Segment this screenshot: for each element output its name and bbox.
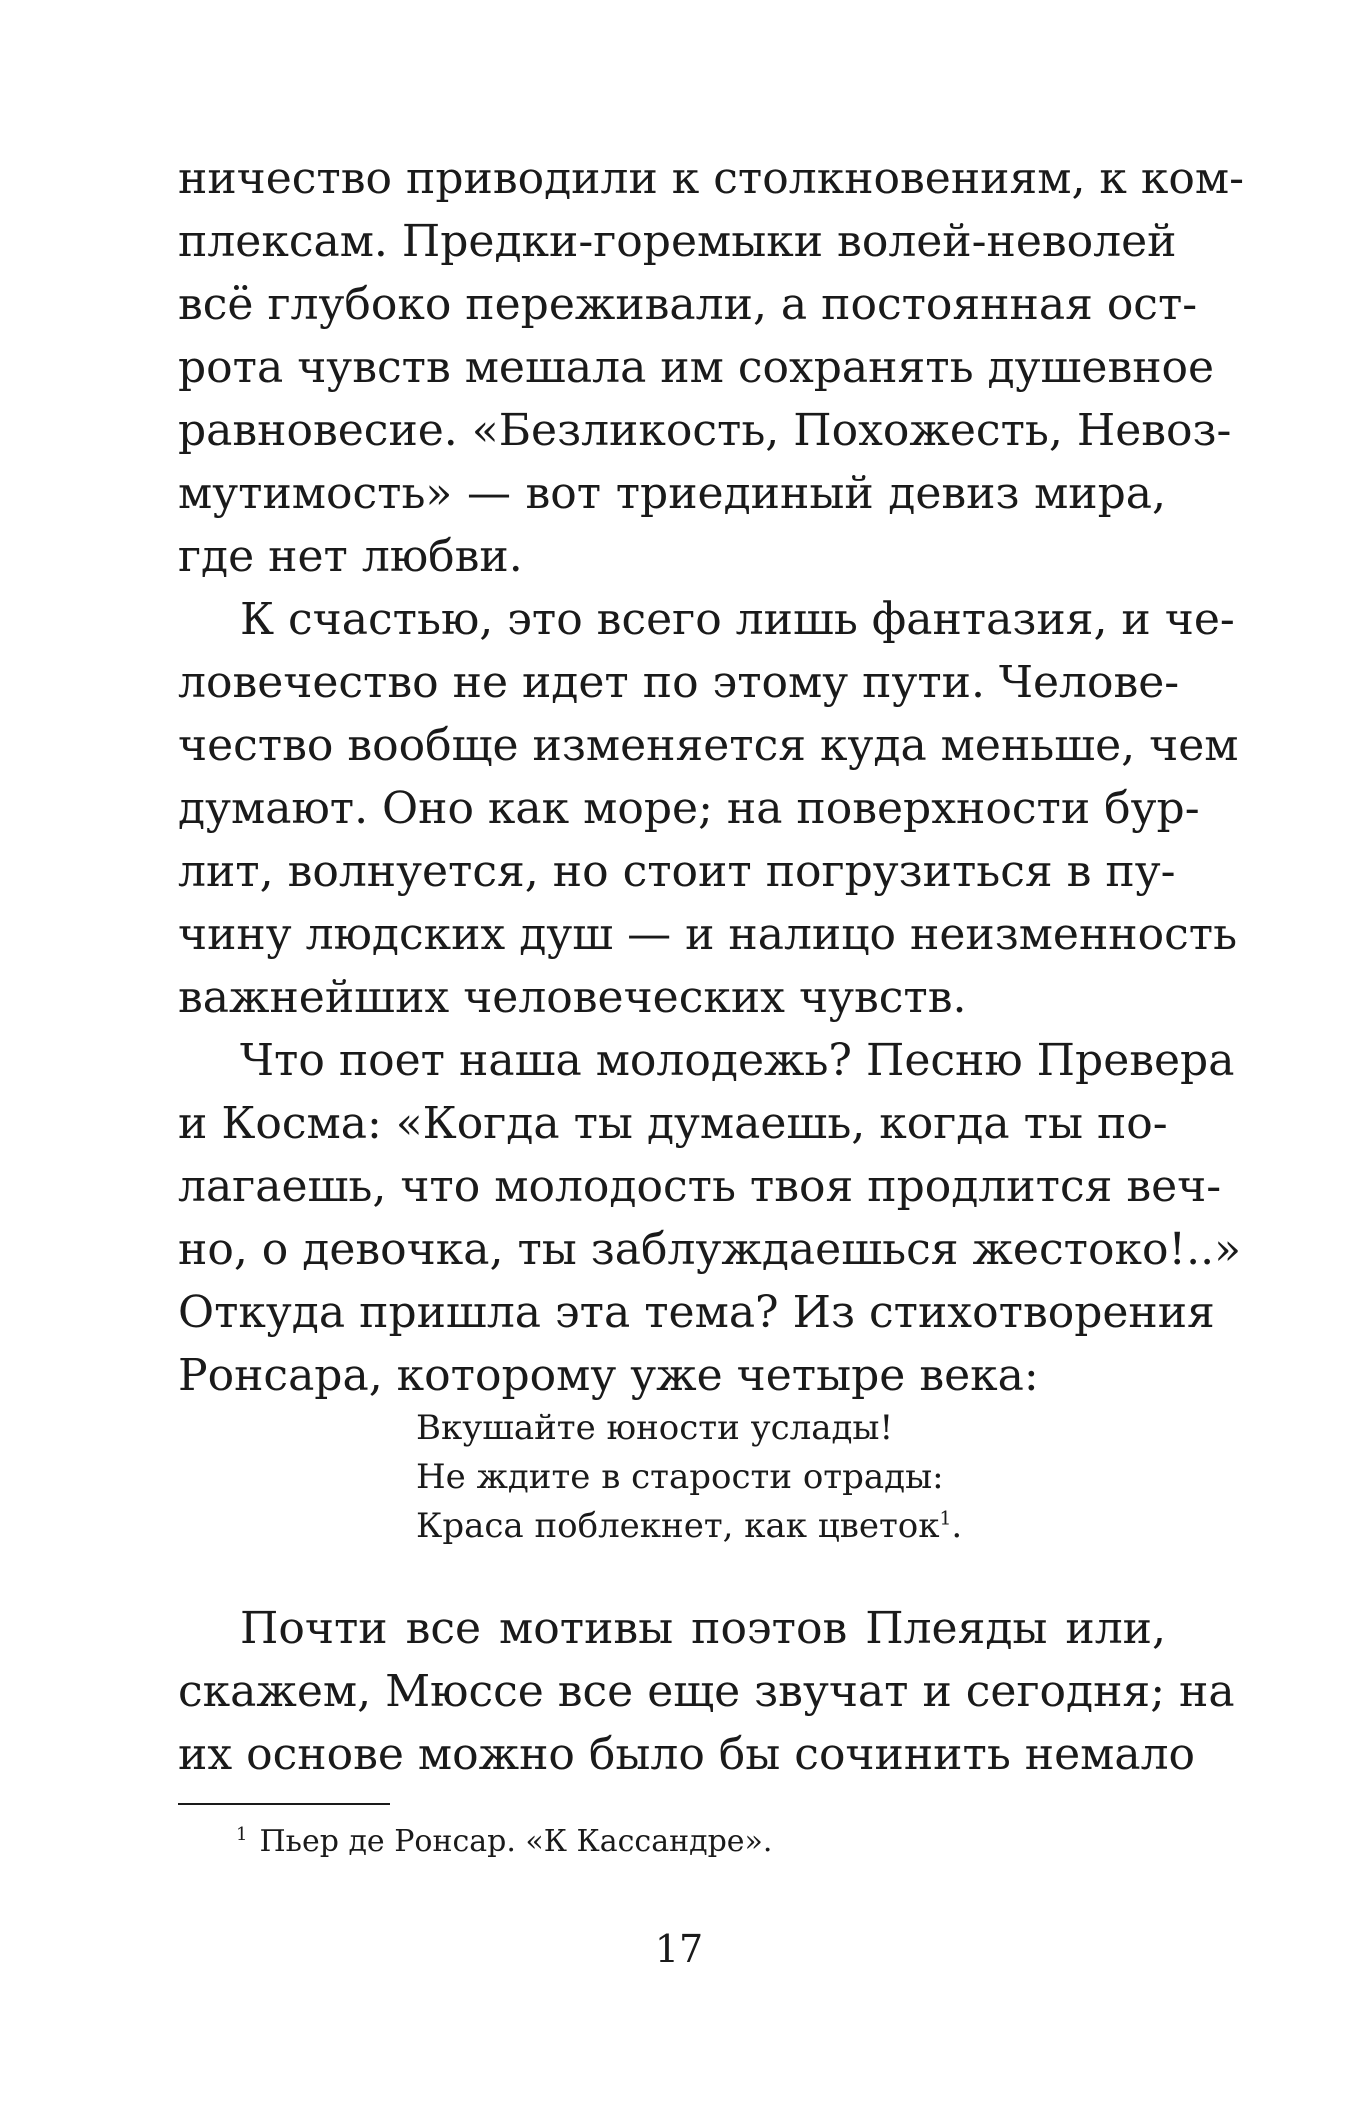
text-line: лагаешь, что молодость твоя продлится веч- — [178, 1161, 1222, 1212]
text-line: Откуда пришла эта тема? Из стихотворения — [178, 1287, 1215, 1338]
text-line: лит, волнуется, но стоит погрузиться в пу- — [178, 846, 1176, 897]
text-line: всё глубоко переживали, а постоянная ост- — [178, 279, 1198, 330]
footnote-reference: 1 — [939, 1508, 952, 1530]
text-line: К счастью, это всего лишь фантазия, и че- — [240, 594, 1235, 645]
text-line: важнейших человеческих чувств. — [178, 972, 967, 1023]
paragraph-3 — [178, 1029, 1242, 1407]
poem-line-text: Краса поблекнет, как цветок — [416, 1506, 940, 1546]
page-number: 17 — [654, 1927, 704, 1971]
paragraph-1 — [178, 147, 1244, 588]
footnote — [236, 1820, 772, 1864]
text-line: мутимость» — вот триединый девиз мира, — [178, 468, 1166, 519]
poem-line: Вкушайте юности услады! — [416, 1408, 894, 1448]
text-line: Почти все мотивы поэтов Плеяды или, — [240, 1603, 1166, 1654]
footnote-text: Пьер де Ронсар. «К Кассандре». — [259, 1824, 773, 1859]
text-line: думают. Оно как море; на поверхности бур- — [178, 783, 1200, 834]
paragraph-2 — [178, 588, 1239, 1029]
text-line: скажем, Мюссе все еще звучат и сегодня; на — [178, 1666, 1235, 1717]
footnote-marker: 1 — [236, 1824, 248, 1845]
poem-line — [416, 1502, 1116, 1551]
text-line: ловечество не идет по этому пути. Челове- — [178, 657, 1180, 708]
paragraph-4 — [178, 1597, 1235, 1786]
text-line: Что поет наша молодежь? Песню Превера — [240, 1035, 1235, 1086]
text-line: но, о девочка, ты заблуждаешься жестоко!..» — [178, 1224, 1242, 1275]
poem-line: Не ждите в старости отрады: — [416, 1457, 944, 1497]
text-line: чину людских душ — и налицо неизменность — [178, 909, 1238, 960]
text-line: плексам. Предки-горемыки волей-неволей — [178, 216, 1177, 267]
text-line: их основе можно было бы сочинить немало — [178, 1729, 1196, 1780]
text-line: и Косма: «Когда ты думаешь, когда ты по- — [178, 1098, 1168, 1149]
text-line: чество вообще изменяется куда меньше, чем — [178, 720, 1239, 771]
footnote-divider — [178, 1803, 390, 1805]
text-line: Ронсара, которому уже четыре века: — [178, 1350, 1039, 1401]
text-line: ничество приводили к столкновениям, к ком- — [178, 153, 1244, 204]
poem-line-end: . — [951, 1506, 963, 1546]
text-line: рота чувств мешала им сохранять душевное — [178, 342, 1215, 393]
text-line: где нет любви. — [178, 531, 523, 582]
text-line: равновесие. «Безликость, Похожесть, Невоз- — [178, 405, 1232, 456]
poem-quote — [416, 1404, 1116, 1551]
